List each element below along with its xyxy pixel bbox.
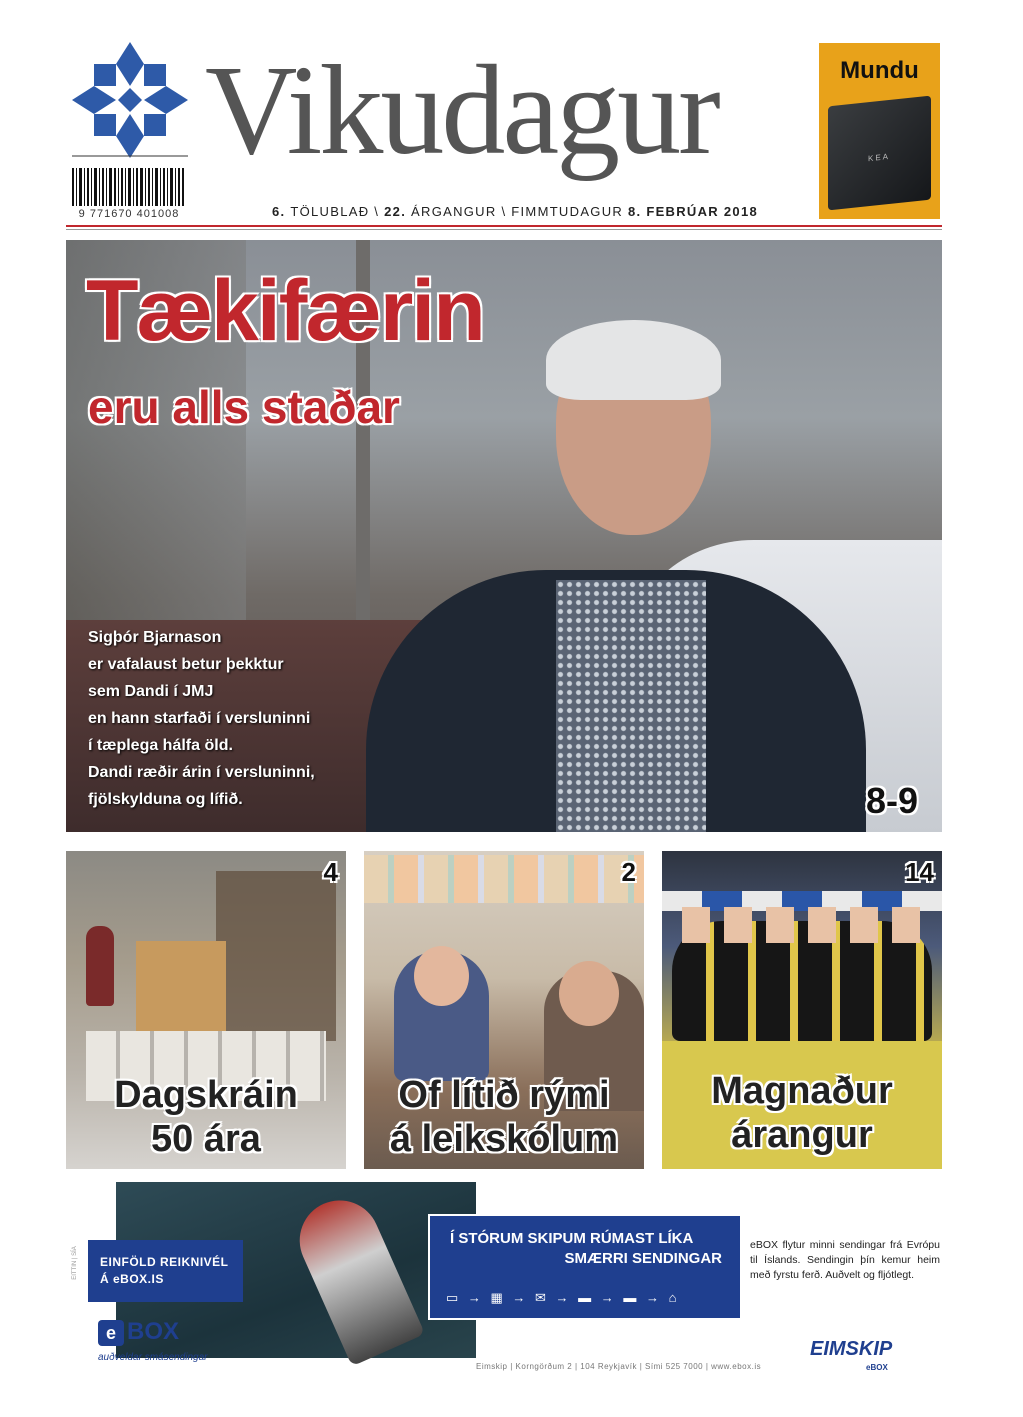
story-page-number: 4 — [323, 857, 338, 887]
story-headline-line2: á leikskólum — [389, 1118, 619, 1160]
container-ship — [287, 1188, 425, 1367]
ad-credit: EITTIN | SÍA — [71, 1246, 78, 1280]
star-logo-icon — [72, 42, 188, 158]
promo-label: Mundu — [840, 57, 919, 84]
ebox-logo — [98, 1318, 179, 1346]
issue-part: 22. — [384, 204, 412, 219]
calculator-text — [100, 1254, 229, 1288]
story-page-number: 2 — [621, 857, 636, 887]
child-boy-head — [414, 946, 469, 1006]
issue-line — [272, 204, 758, 219]
calculator-box[interactable] — [88, 1240, 243, 1302]
cover-lede — [88, 624, 388, 813]
ebox-logo-text: BOX — [127, 1318, 180, 1345]
barcode-icon — [70, 165, 188, 211]
story-headline-line1: Of lítið rými — [398, 1074, 610, 1116]
issue-part: TÖLUBLAÐ \ — [290, 204, 385, 219]
barcode-number: 9 771670 401008 — [78, 208, 180, 220]
calculator-line2: Á eBOX.IS — [100, 1272, 164, 1286]
lede-line: sem Dandi í JMJ — [88, 683, 214, 700]
worker-figure — [86, 926, 114, 1006]
cover-page-number: 8-9 — [866, 780, 919, 821]
eimskip-ebox-label: eBOX — [866, 1363, 888, 1372]
lede-line: fjölskylduna og lífið. — [88, 791, 243, 808]
number-banner — [364, 855, 644, 903]
story-page-number: 14 — [905, 857, 934, 887]
masthead-rule — [66, 225, 942, 227]
player-heads — [682, 907, 922, 943]
ebox-logo-icon: e — [98, 1320, 124, 1346]
issue-part: ÁRGANGUR \ FIMMTUDAGUR — [411, 204, 628, 219]
story-headline — [662, 1069, 942, 1157]
story-headline — [66, 1073, 346, 1161]
person-hair — [546, 320, 721, 400]
lede-line: Dandi ræðir árin í versluninni, — [88, 764, 315, 781]
kea-card-image — [828, 96, 931, 211]
person-shirt — [556, 580, 706, 832]
lede-line: er vafalaust betur þekktur — [88, 656, 284, 673]
slogan-line1: Í STÓRUM SKIPUM RÚMAST LÍKA — [450, 1230, 694, 1247]
issue-part: 8. FEBRÚAR 2018 — [627, 204, 759, 219]
story-tile-handbolti[interactable] — [662, 851, 942, 1169]
cover-headline: Tækifærin — [86, 263, 484, 359]
lede-line: í tæplega hálfa öld. — [88, 737, 233, 754]
story-headline-line1: Dagskráin — [114, 1074, 298, 1116]
slogan-line2: SMÆRRI SENDINGAR — [564, 1250, 722, 1267]
promo-box[interactable] — [819, 43, 940, 219]
ad-slogan-box — [428, 1214, 742, 1320]
story-tile-leikskolar[interactable] — [364, 851, 644, 1169]
masthead-title: Vikudagur — [205, 39, 718, 181]
eimskip-logo: EIMSKIP — [810, 1338, 893, 1360]
cardboard-box — [136, 941, 226, 1031]
cover-subheadline: eru alls staðar — [88, 381, 400, 433]
masthead-rule-thin — [66, 229, 942, 230]
story-headline-line2: 50 ára — [151, 1118, 261, 1160]
story-headline — [364, 1073, 644, 1161]
ebox-tagline: auðveldar smásendingar — [98, 1352, 208, 1363]
calculator-line1: EINFÖLD REIKNIVÉL — [100, 1255, 229, 1269]
lede-line: Sigþór Bjarnason — [88, 629, 222, 646]
ad-body-text: eBOX flytur minni sendingar frá Evrópu til Íslands. Sendingin þín kemur heim með fyrstu ferð. Auðvelt og fljótlegt. — [750, 1239, 940, 1281]
ad-footer: Eimskip | Korngörðum 2 | 104 Reykjavík | Sími 525 7000 | www.ebox.is — [476, 1362, 762, 1371]
story-headline-line2: árangur — [731, 1114, 873, 1156]
cover-story[interactable] — [66, 240, 942, 832]
shipping-flow-icons: ▭ → ▦ → ✉ → ▬ → ▬ → ⌂ — [446, 1290, 680, 1305]
warehouse-shelves — [216, 871, 336, 1041]
ebox-advertisement[interactable] — [66, 1180, 942, 1380]
issue-part: 6. — [272, 204, 291, 219]
kea-card-text: KEA — [868, 151, 891, 164]
lede-line: en hann starfaði í versluninni — [88, 710, 311, 727]
story-headline-line1: Magnaður — [711, 1070, 893, 1112]
child-girl-head — [559, 961, 619, 1026]
story-tile-dagskrain[interactable] — [66, 851, 346, 1169]
